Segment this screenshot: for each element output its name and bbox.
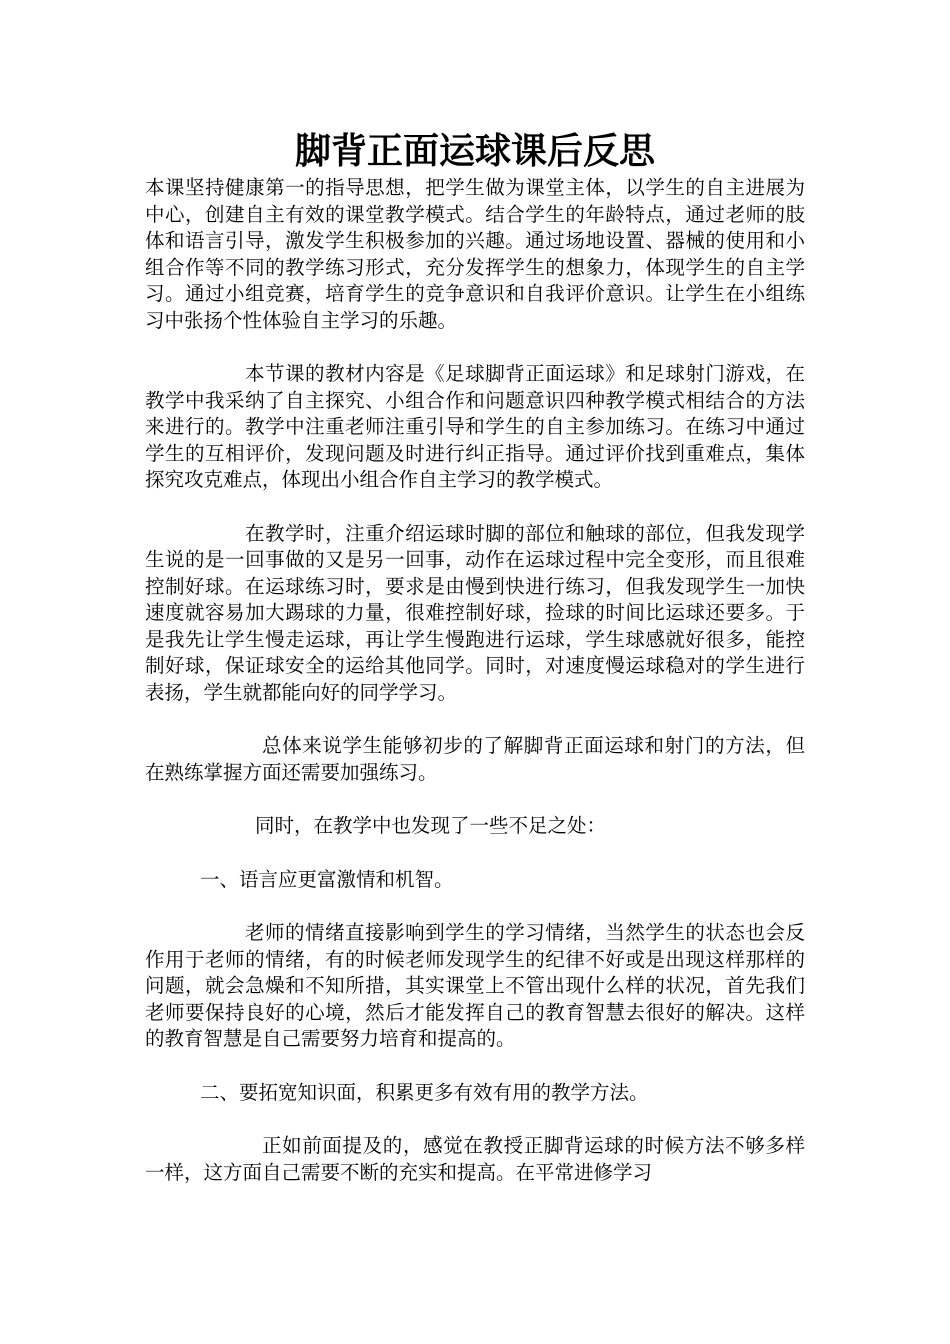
paragraph-summary: 总体来说学生能够初步的了解脚背正面运球和射门的方法，但在熟练掌握方面还需要加强练习。: [145, 734, 805, 784]
paragraph-gap: [145, 1053, 805, 1080]
paragraph-methods: 正如前面提及的，感觉在教授正脚背运球的时候方法不够多样一样，这方面自己需要不断的充实和提高。在平常进修学习: [145, 1134, 805, 1184]
paragraph-intro: 本课坚持健康第一的指导思想，把学生做为课堂主体，以学生的自主进展为中心，创建自主有效的课堂教学模式。结合学生的年龄特点，通过老师的肢体和语言引导，激发学生积极参加的兴趣。通过场地设置、器械的使用和小组合作等不同的教学练习形式，充分发挥学生的想象力，体现学生的自主学习。通过小组竞赛，培育学生的竞争意识和自我评价意识。让学生在小组练习中张扬个性体验自主学习的乐趣。: [145, 176, 805, 332]
paragraph-emotion: 老师的情绪直接影响到学生的学习情绪，当然学生的状态也会反作用于老师的情绪，有的时候老师发现学生的纪律不好或是出现这样那样的问题，就会急燥和不知所措，其实课堂上不管出现什么样的状况，首先我们老师要保持良好的心境，然后才能发挥自己的教育智慧去很好的解决。这样的教育智慧是自己需要努力培育和提高的。: [145, 921, 805, 1050]
paragraph-shortcomings: 同时，在教学中也发现了一些不足之处：: [255, 814, 607, 837]
paragraph-gap: [145, 706, 805, 733]
paragraph-gap: [145, 893, 805, 920]
section-heading-one: 一、语言应更富激情和机智。: [200, 867, 454, 891]
paragraph-teaching: 在教学时，注重介绍运球时脚的部位和触球的部位，但我发现学生说的是一回事做的又是另一回事，动作在运球过程中完全变形，而且很难控制好球。在运球练习时，要求是由慢到快进行练习，但我发现学生一加快速度就容易加大踢球的力量，很难控制好球，捡球的时间比运球还要多。于是我先让学生慢走运球，再让学生慢跑进行运球，学生球感就好很多，能控制好球，保证球安全的运给其他同学。同时，对速度慢运球稳对的学生进行表扬，学生就都能向好的同学学习。: [145, 521, 805, 704]
paragraph-content: 本节课的教材内容是《足球脚背正面运球》和足球射门游戏，在教学中我采纳了自主探究、小组合作和问题意识四种教学模式相结合的方法来进行的。教学中注重老师注重引导和学生的自主参加练习。在练习中通过学生的互相评价，发现问题及时进行纠正指导。通过评价找到重难点，集体探究攻克难点，体现出小组合作自主学习的教学模式。: [145, 362, 805, 491]
paragraph-gap: [145, 334, 805, 361]
paragraph-gap: [145, 840, 805, 867]
paragraph-gap: [145, 494, 805, 521]
document-title: 脚背正面运球课后反思: [294, 130, 655, 172]
paragraph-gap: [145, 786, 805, 813]
document-body: [145, 175, 805, 1186]
paragraph-gap: [145, 1106, 805, 1133]
section-heading-two: 二、要拓宽知识面，积累更多有效有用的教学方法。: [200, 1080, 649, 1104]
